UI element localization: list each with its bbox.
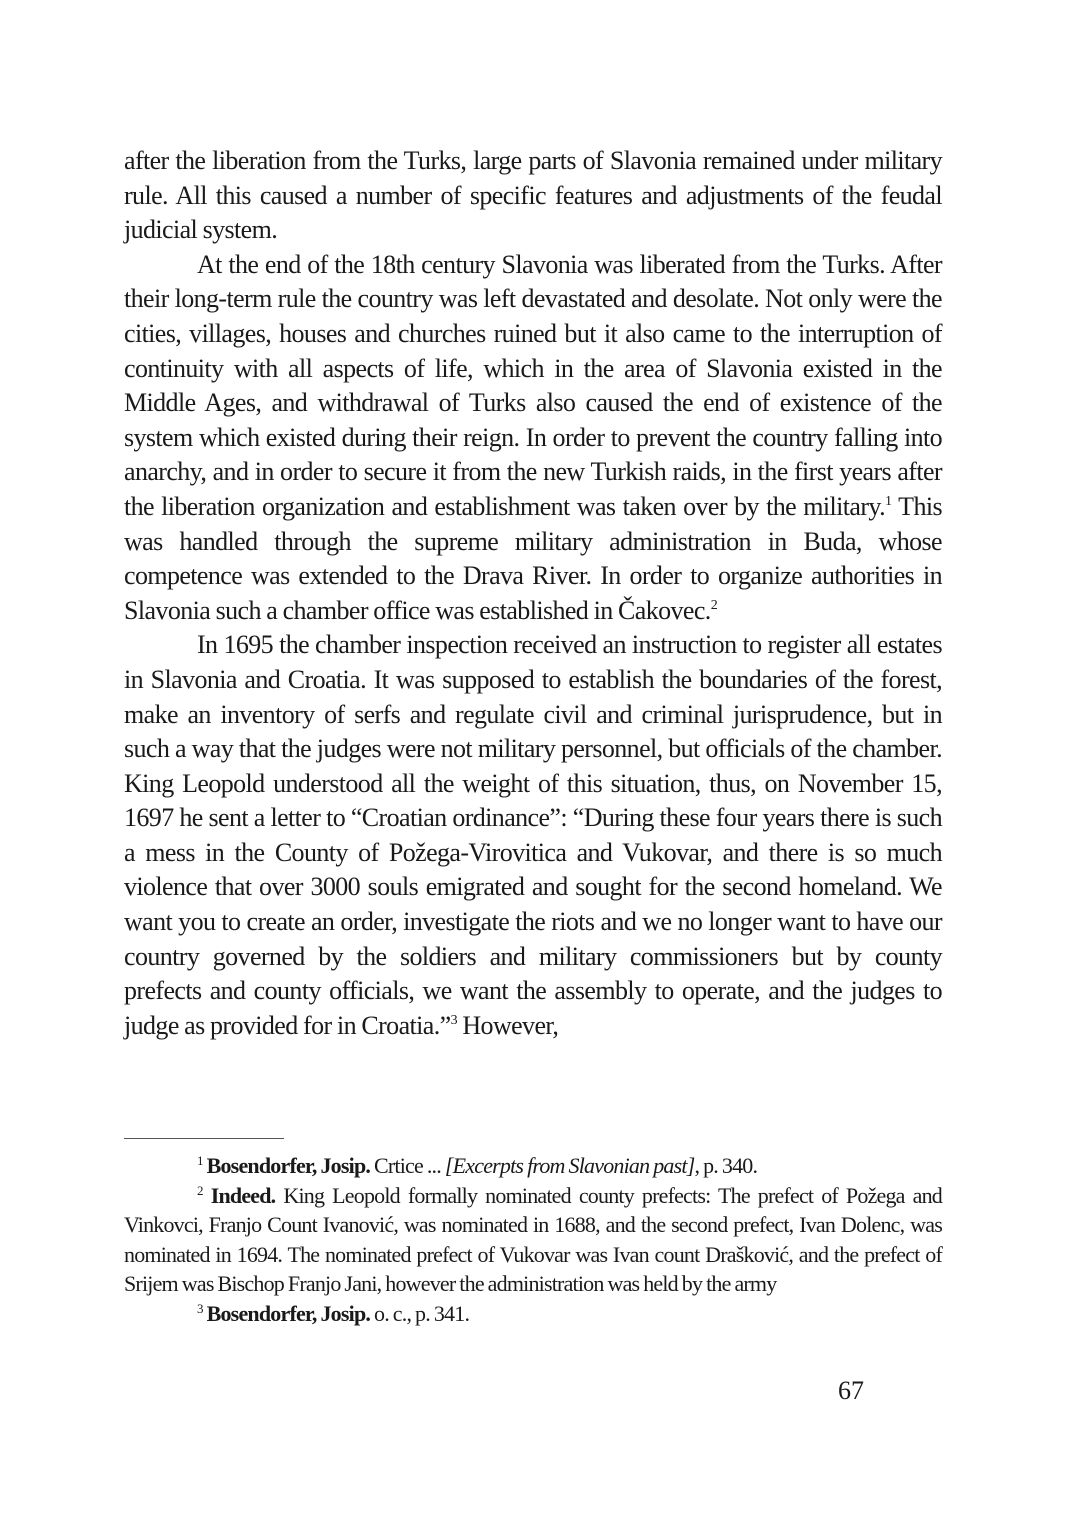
footnote-1-page: , p. 340. bbox=[694, 1153, 758, 1178]
paragraph-1 bbox=[124, 144, 942, 248]
footnotes bbox=[124, 1151, 942, 1328]
page-number: 67 bbox=[838, 1376, 864, 1405]
footnote-ref-1[interactable]: 1 bbox=[885, 493, 892, 509]
footnote-3-text: o. c., p. 341. bbox=[370, 1300, 470, 1326]
footnote-2-number: 2 bbox=[197, 1182, 203, 1198]
paragraph-3-text-b: However, bbox=[456, 1010, 559, 1040]
paragraph-2 bbox=[124, 248, 942, 629]
page-body bbox=[124, 144, 942, 1043]
paragraph-2-text-b: This was handled through the supreme military administration in Buda, whose competence was extended to the Drava River. In order to organize authorities in Slavonia such a chamber office was established in Čakovec. bbox=[124, 491, 942, 625]
footnote-2-text: King Leopold formally nominated county prefects: The prefect of Požega and Vinkovci, Franjo Count Ivanović, was nominated in 1688, and the second prefect, Ivan Dolenc, was nominated in 1694. The nominated prefect of Vukovar was Ivan count Drašković, and the prefect of Srijem was Bischop Franjo Jani, however the administration was held by the army bbox=[124, 1182, 942, 1296]
paragraph-3 bbox=[124, 628, 942, 1043]
footnote-1-text: Crtice ... bbox=[370, 1153, 445, 1178]
body-text bbox=[124, 144, 942, 1043]
footnote-3-author: Bosendorfer, Josip. bbox=[206, 1300, 371, 1326]
footnote-ref-2[interactable]: 2 bbox=[710, 597, 718, 613]
footnote-1-title: [Excerpts from Slavonian past] bbox=[444, 1153, 695, 1178]
footnote-separator bbox=[124, 1138, 284, 1139]
footnote-2 bbox=[124, 1181, 942, 1299]
paragraph-1-text: after the liberation from the Turks, large parts of Slavonia remained under military rule. All this caused a number of specific features and adjustments of the feudal judicial system. bbox=[124, 146, 942, 245]
footnote-3-number: 3 bbox=[197, 1300, 203, 1316]
footnote-1-author: Bosendorfer, Josip. bbox=[206, 1153, 371, 1178]
footnote-2-author: Indeed. bbox=[210, 1182, 276, 1208]
paragraph-3-text-a: In 1695 the chamber inspection received an instruction to register all estates in Slavonia and Croatia. It was supposed to establish the boundaries of the forest, make an inventory of serfs and regulate civil and criminal jurisprudence, but in such a way that the judges were not military personnel, but officials of the chamber. King Leopold understood all the weight of this situation, thus, on November 15, 1697 he sent a letter to “Croatian ordinance”: “During these four years there is such a mess in the County of Požega-Virovitica and Vukovar, and there is so much violence that over 3000 souls emigrated and sought for the second homeland. We want you to create an order, investigate the riots and we no longer want to have our country governed by the soldiers and military commissioners but by county prefects and county officials, we want the assembly to operate, and the judges to judge as provided for in Croatia.” bbox=[124, 630, 942, 1040]
footnote-1 bbox=[124, 1151, 942, 1181]
footnote-1-number: 1 bbox=[197, 1153, 203, 1168]
footnote-3 bbox=[124, 1299, 942, 1329]
footnote-ref-3[interactable]: 3 bbox=[450, 1012, 457, 1028]
paragraph-2-text-a: At the end of the 18th century Slavonia was liberated from the Turks. After their long-term rule the country was left devastated and desolate. Not only were the cities, villages, houses and churches ruined but it also came to the interruption of continuity with all aspects of life, which in the area of Slavonia existed in the Middle Ages, and withdrawal of Turks also caused the end of existence of the system which existed during their reign. In order to prevent the country falling into anarchy, and in order to secure it from the new Turkish raids, in the first years after the liberation organization and establishment was taken over by the military. bbox=[124, 249, 942, 521]
